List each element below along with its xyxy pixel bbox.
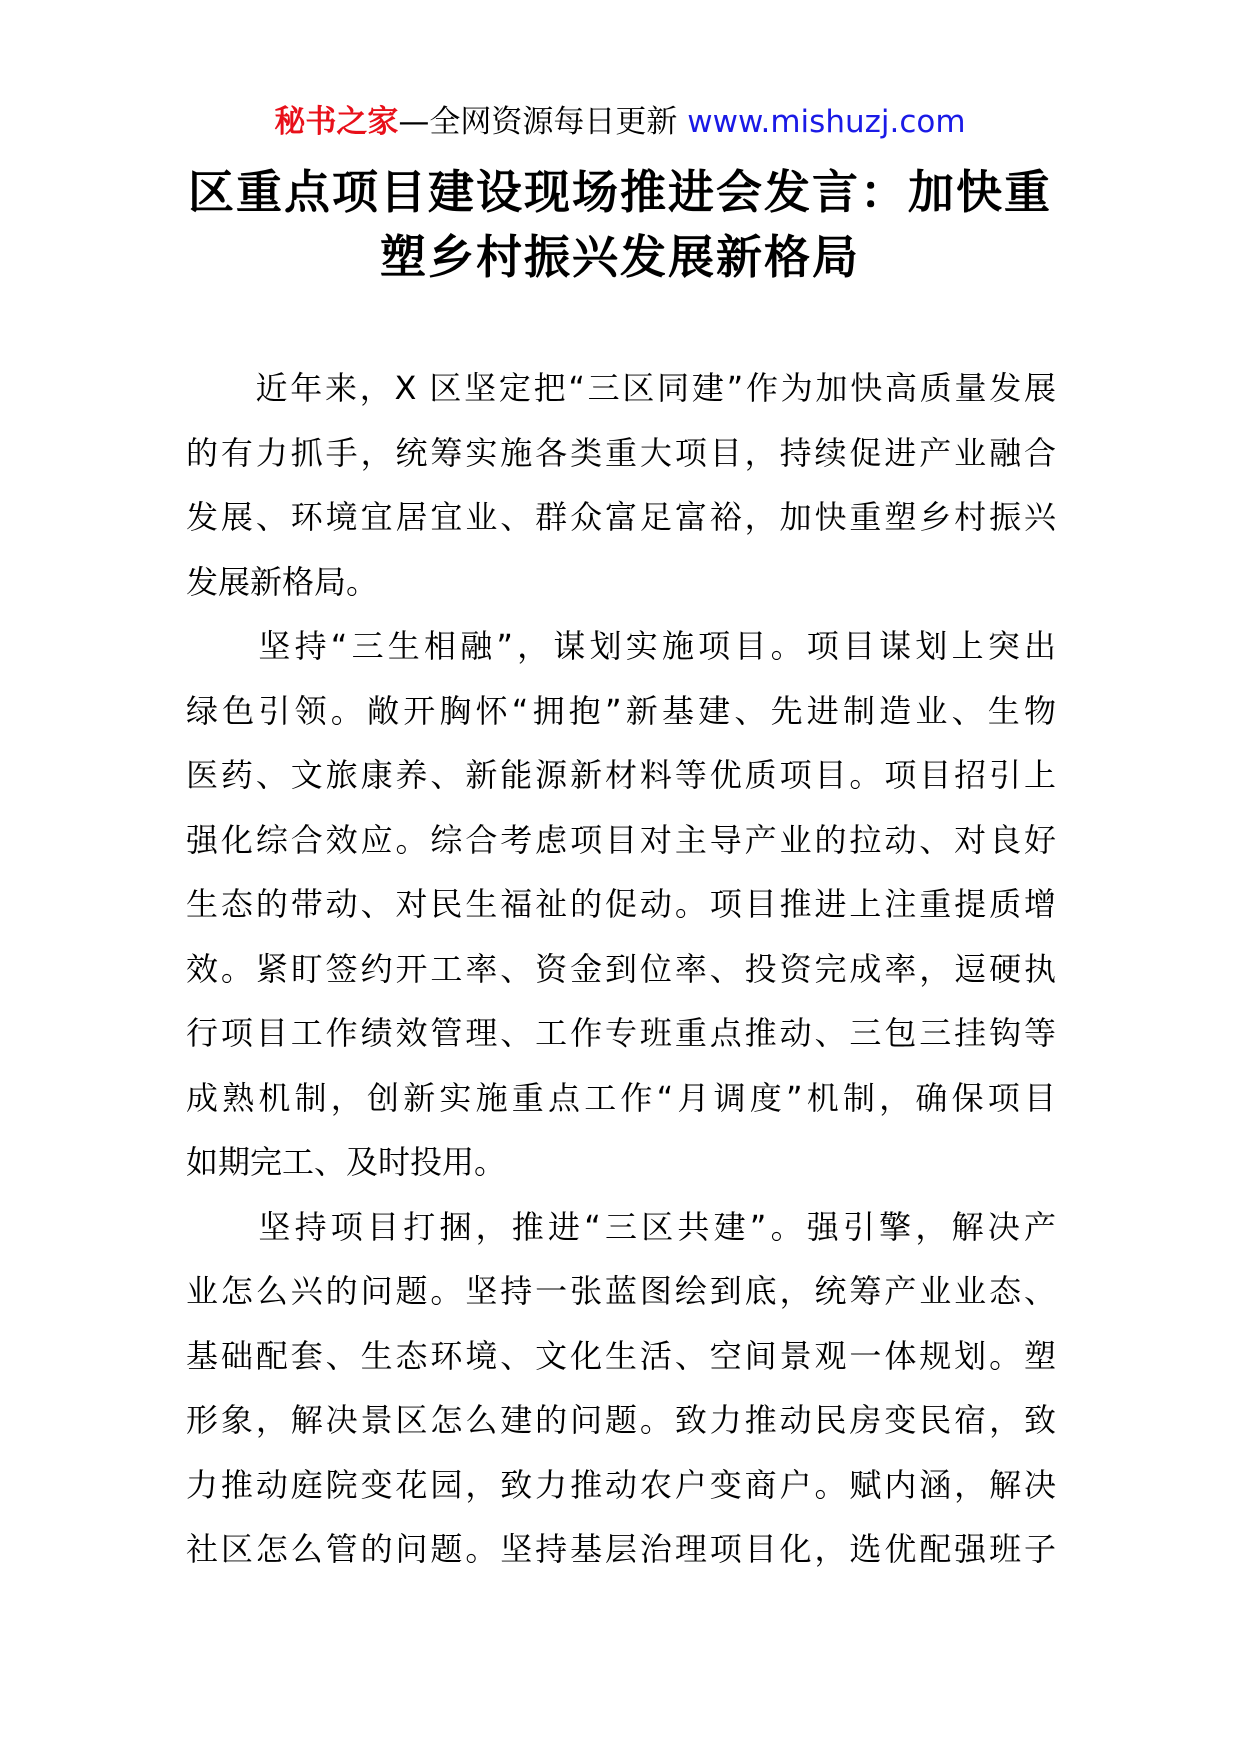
body-line: 如期完工、及时投用。 (186, 1143, 507, 1181)
body-line: 的有力抓手，统筹实施各类重大项目，持续促进产业融合 (186, 433, 1056, 472)
body-line: 发展、环境宜居宜业、群众富足富裕，加快重塑乡村振兴 (186, 498, 1056, 536)
body-line: 行项目工作绩效管理、工作专班重点推动、三包三挂钩等 (186, 1014, 1056, 1052)
body-line: 坚持项目打捆，推进“三区共建”。强引擎，解决产 (186, 1207, 1056, 1246)
body-line: 发展新格局。 (186, 562, 379, 601)
document-body (186, 356, 1056, 1582)
body-line: 基础配套、生态环境、文化生活、空间景观一体规划。塑 (186, 1336, 1056, 1375)
body-line: 医药、文旅康养、新能源新材料等优质项目。项目招引上 (186, 756, 1056, 794)
body-line: 形象，解决景区怎么建的问题。致力推动民房变民宿，致 (186, 1401, 1056, 1439)
site-tagline: —全网资源每日更新 (398, 104, 678, 140)
title-line: 区重点项目建设现场推进会发言：加快重 (188, 165, 1052, 219)
body-line: 力推动庭院变花园，致力推动农户变商户。赋内涵，解决 (186, 1465, 1056, 1504)
body-line: 效。紧盯签约开工率、资金到位率、投资完成率，逗硬执 (186, 949, 1056, 988)
body-line: 坚持“三生相融”，谋划实施项目。项目谋划上突出 (186, 627, 1056, 665)
site-url-link[interactable]: www.mishuzj.com (687, 104, 966, 140)
body-line: 成熟机制，创新实施重点工作“月调度”机制，确保项目 (186, 1078, 1056, 1117)
body-line: 强化综合效应。综合考虑项目对主导产业的拉动、对良好 (186, 820, 1056, 859)
body-line: 近年来，X 区坚定把“三区同建”作为加快高质量发展 (186, 369, 1056, 407)
title-line: 塑乡村振兴发展新格局 (380, 230, 860, 284)
body-line: 业怎么兴的问题。坚持一张蓝图绘到底，统筹产业业态、 (186, 1272, 1056, 1310)
document-title (0, 160, 1240, 290)
site-brand: 秘书之家 (274, 104, 399, 140)
body-line: 绿色引领。敞开胸怀“拥抱”新基建、先进制造业、生物 (186, 691, 1056, 730)
body-line: 社区怎么管的问题。坚持基层治理项目化，选优配强班子 (186, 1530, 1056, 1568)
body-line: 生态的带动、对民生福祉的促动。项目推进上注重提质增 (186, 885, 1056, 923)
site-header (0, 100, 1240, 144)
